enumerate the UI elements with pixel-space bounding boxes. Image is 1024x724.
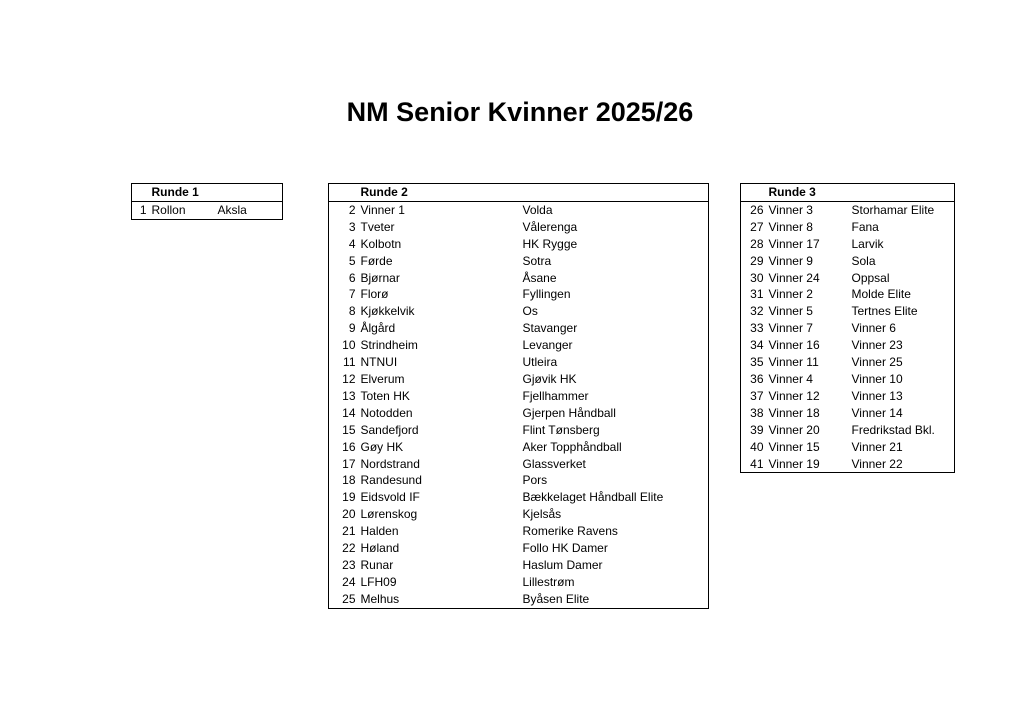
away-team: Glassverket: [522, 456, 586, 471]
match-row: [741, 422, 955, 439]
match-number: 19: [342, 490, 356, 505]
round-3-table: [740, 183, 955, 473]
home-team: NTNUI: [360, 355, 398, 370]
match-row: [741, 201, 955, 218]
away-team: Romerike Ravens: [522, 524, 618, 539]
match-number: 18: [342, 473, 356, 488]
home-team: Sandefjord: [360, 422, 419, 437]
home-team: Tveter: [360, 219, 395, 234]
away-team: Volda: [522, 202, 553, 217]
match-number: 33: [750, 321, 764, 336]
away-team: Haslum Damer: [522, 557, 603, 572]
home-team: Eidsvold IF: [360, 490, 420, 505]
match-number: 2: [348, 202, 356, 217]
match-number: 25: [342, 591, 356, 606]
away-team: Vålerenga: [522, 219, 578, 234]
away-team: Levanger: [522, 338, 573, 353]
match-row: [741, 236, 955, 253]
away-team: Stavanger: [522, 321, 578, 336]
away-team: Aksla: [217, 202, 247, 217]
round-header-row: [329, 184, 709, 202]
match-number: 37: [750, 388, 764, 403]
away-team: Sotra: [522, 253, 552, 268]
match-number: 40: [750, 439, 764, 454]
match-row: [329, 354, 709, 371]
home-team: Vinner 18: [768, 405, 820, 420]
home-team: Vinner 24: [768, 270, 820, 285]
match-row: [329, 303, 709, 320]
match-row: [741, 320, 955, 337]
home-team: Lørenskog: [360, 507, 418, 522]
match-number: 23: [342, 557, 356, 572]
home-team: Ålgård: [360, 321, 396, 336]
match-number: 12: [342, 371, 356, 386]
match-number: 7: [348, 287, 356, 302]
match-row: [329, 236, 709, 253]
home-team: Elverum: [360, 371, 405, 386]
match-number: 4: [348, 236, 356, 251]
match-row: [329, 456, 709, 473]
match-number: 26: [750, 202, 764, 217]
match-row: [329, 523, 709, 540]
home-team: Rollon: [151, 202, 186, 217]
match-row: [741, 371, 955, 388]
away-team: Fana: [851, 219, 879, 234]
home-team: Kjøkkelvik: [360, 304, 415, 319]
away-team: Utleira: [522, 355, 558, 370]
match-number: 28: [750, 236, 764, 251]
match-row: [329, 506, 709, 523]
away-team: Follo HK Damer: [522, 541, 608, 556]
round-header-row: [132, 184, 283, 202]
match-row: [329, 219, 709, 236]
match-number: 15: [342, 422, 356, 437]
home-team: Florø: [360, 287, 389, 302]
match-row: [329, 388, 709, 405]
match-row: [329, 270, 709, 287]
match-row: [329, 591, 709, 608]
away-team: Vinner 21: [851, 439, 903, 454]
match-row: [741, 219, 955, 236]
home-team: Vinner 20: [768, 422, 820, 437]
away-team: Bækkelaget Håndball Elite: [522, 490, 664, 505]
away-team: Flint Tønsberg: [522, 422, 600, 437]
away-team: Vinner 25: [851, 355, 903, 370]
away-team: Fyllingen: [522, 287, 571, 302]
match-number: 38: [750, 405, 764, 420]
home-team: Randesund: [360, 473, 422, 488]
home-team: Vinner 12: [768, 388, 820, 403]
match-row: [741, 405, 955, 422]
match-row: [741, 354, 955, 371]
match-number: 11: [343, 355, 356, 370]
match-row: [329, 337, 709, 354]
away-team: Pors: [522, 473, 548, 488]
match-number: 27: [750, 219, 764, 234]
home-team: Toten HK: [360, 388, 410, 403]
away-team: Vinner 13: [851, 388, 903, 403]
away-team: Byåsen Elite: [522, 591, 590, 606]
match-row: [329, 422, 709, 439]
match-number: 1: [139, 202, 147, 217]
match-number: 31: [750, 287, 764, 302]
away-team: Fredrikstad Bkl.: [851, 422, 935, 437]
match-row: [329, 574, 709, 591]
match-row: [741, 439, 955, 456]
home-team: Vinner 9: [768, 253, 813, 268]
round-header: Runde 2: [360, 185, 408, 199]
home-team: Vinner 5: [768, 304, 813, 319]
home-team: Vinner 3: [768, 202, 813, 217]
away-team: Gjøvik HK: [522, 371, 577, 386]
match-row: [329, 557, 709, 574]
away-team: Vinner 14: [851, 405, 903, 420]
home-team: Vinner 16: [768, 338, 820, 353]
away-team: Kjelsås: [522, 507, 562, 522]
match-number: 39: [750, 422, 764, 437]
away-team: Molde Elite: [851, 287, 911, 302]
away-team: Vinner 22: [851, 456, 903, 471]
match-row: [329, 201, 709, 218]
match-number: 8: [348, 304, 356, 319]
match-number: 32: [750, 304, 764, 319]
match-number: 14: [342, 405, 356, 420]
match-number: 35: [750, 355, 764, 370]
match-row: [329, 489, 709, 506]
match-row: [329, 472, 709, 489]
match-number: 13: [342, 388, 356, 403]
match-number: 9: [348, 321, 356, 336]
match-row: [741, 286, 955, 303]
round-1-table: [131, 183, 283, 220]
match-row: [329, 371, 709, 388]
away-team: Åsane: [522, 270, 557, 285]
away-team: Lillestrøm: [522, 574, 575, 589]
page-title: NM Senior Kvinner 2025/26: [346, 97, 694, 127]
round-header: Runde 1: [151, 185, 199, 199]
away-team: Storhamar Elite: [851, 202, 935, 217]
away-team: Vinner 6: [851, 321, 896, 336]
home-team: Melhus: [360, 591, 400, 606]
match-row: [741, 253, 955, 270]
match-number: 3: [348, 219, 356, 234]
match-number: 5: [348, 253, 356, 268]
match-row: [741, 303, 955, 320]
home-team: Vinner 8: [768, 219, 813, 234]
away-team: Vinner 23: [851, 338, 903, 353]
home-team: Vinner 4: [768, 371, 813, 386]
match-row: [329, 540, 709, 557]
match-row: [741, 388, 955, 405]
match-number: 29: [750, 253, 764, 268]
match-row: [132, 201, 283, 219]
match-number: 36: [750, 371, 764, 386]
match-row: [329, 253, 709, 270]
match-number: 24: [342, 574, 356, 589]
home-team: Runar: [360, 557, 394, 572]
match-number: 17: [342, 456, 356, 471]
round-header-row: [741, 184, 955, 202]
match-row: [329, 286, 709, 303]
home-team: Vinner 2: [768, 287, 813, 302]
away-team: Gjerpen Håndball: [522, 405, 616, 420]
match-number: 41: [750, 456, 764, 471]
home-team: Vinner 1: [360, 202, 405, 217]
match-number: 16: [342, 439, 356, 454]
home-team: Vinner 11: [768, 355, 819, 370]
home-team: Nordstrand: [360, 456, 420, 471]
away-team: HK Rygge: [522, 236, 578, 251]
home-team: Førde: [360, 253, 393, 268]
away-team: Vinner 10: [851, 371, 903, 386]
home-team: Vinner 7: [768, 321, 813, 336]
away-team: Tertnes Elite: [851, 304, 918, 319]
home-team: Vinner 19: [768, 456, 820, 471]
match-number: 34: [750, 338, 764, 353]
home-team: Gøy HK: [360, 439, 404, 454]
home-team: Vinner 15: [768, 439, 820, 454]
home-team: Strindheim: [360, 338, 418, 353]
home-team: Kolbotn: [360, 236, 402, 251]
away-team: Fjellhammer: [522, 388, 589, 403]
away-team: Sola: [851, 253, 876, 268]
match-row: [741, 337, 955, 354]
home-team: Bjørnar: [360, 270, 400, 285]
match-number: 21: [342, 524, 356, 539]
home-team: Vinner 17: [768, 236, 820, 251]
away-team: Oppsal: [851, 270, 890, 285]
home-team: Halden: [360, 524, 399, 539]
away-team: Os: [522, 304, 538, 319]
away-team: Aker Topphåndball: [522, 439, 622, 454]
round-2-table: [328, 183, 709, 609]
match-number: 20: [342, 507, 356, 522]
match-number: 22: [342, 541, 356, 556]
match-row: [741, 456, 955, 473]
match-number: 10: [342, 338, 356, 353]
home-team: Høland: [360, 541, 400, 556]
match-row: [741, 270, 955, 287]
match-number: 30: [750, 270, 764, 285]
away-team: Larvik: [851, 236, 884, 251]
home-team: Notodden: [360, 405, 413, 420]
home-team: LFH09: [360, 574, 397, 589]
match-row: [329, 320, 709, 337]
round-header: Runde 3: [768, 185, 816, 199]
match-row: [329, 405, 709, 422]
match-number: 6: [348, 270, 356, 285]
match-row: [329, 439, 709, 456]
